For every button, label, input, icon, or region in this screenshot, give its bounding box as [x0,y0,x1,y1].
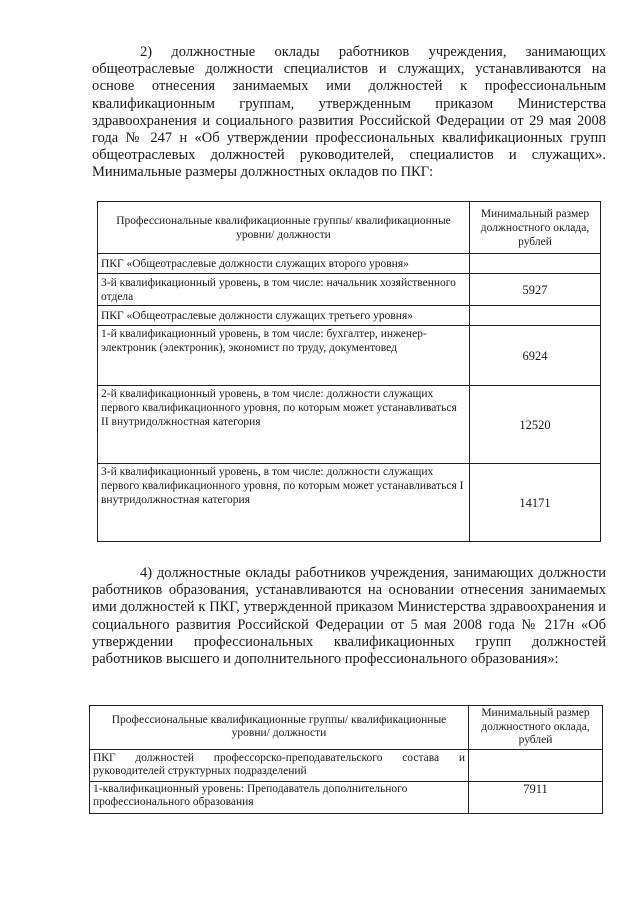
pkg-second-level: ПКГ «Общеотраслевые должности служащих второго уровня» [98,254,470,274]
level-text: 1-квалификационный уровень: Преподаватель дополнительного профессионального образования [90,781,469,813]
empty-cell [469,749,603,781]
salary-table-education-positions [89,705,603,814]
empty-cell [470,306,601,326]
table-header-row [98,202,601,254]
table-row [98,274,601,306]
salary-value: 6924 [470,326,601,386]
salary-value: 5927 [470,274,601,306]
empty-cell [470,254,601,274]
table-row [98,326,601,386]
salary-table-general-positions [97,201,601,542]
table-row [90,749,603,781]
table-row [90,781,603,813]
table-row [98,464,601,542]
level-text: 3-й квалификационный уровень, в том числе: должности служащих первого квалификационного уровня, по которым может устанавливаться I внутридолжностная категория [98,464,470,542]
level-text: 3-й квалификационный уровень, в том числе: начальник хозяйственного отдела [98,274,470,306]
header-groups-levels: Профессиональные квалификационные группы/ квалификационные уровни/ должности [98,202,470,254]
section-4-paragraph: 4) должностные оклады работников учреждения, занимающих должности работников образования, устанавливаются на основании отнесения занимаемых ими должностей к ПКГ, утвержденной приказом Министерства здравоохранения и социального развития Российской Федерации от 5 мая 2008 года № 217н «Об утверждении профессиональных квалификационных групп должностей работников высшего и дополнительного профессионального образования»: [92,565,606,668]
table-row [98,254,601,274]
pkg-third-level: ПКГ «Общеотраслевые должности служащих третьего уровня» [98,306,470,326]
header-min-salary: Минимальный размер должностного оклада, рублей [469,706,603,750]
header-min-salary: Минимальный размер должностного оклада, рублей [470,202,601,254]
pkg-teaching-staff: ПКГ должностей профессорско-преподавательского состава и руководителей структурных подразделений [90,749,469,781]
salary-value: 14171 [470,464,601,542]
table-row [98,386,601,464]
salary-value: 12520 [470,386,601,464]
level-text: 2-й квалификационный уровень, в том числе: должности служащих первого квалификационного уровня, по которым может устанавливаться II внутридолжностная категория [98,386,470,464]
salary-value: 7911 [469,781,603,813]
table-header-row [90,706,603,750]
table-row [98,306,601,326]
header-groups-levels: Профессиональные квалификационные группы/ квалификационные уровни/ должности [90,706,469,750]
level-text: 1-й квалификационный уровень, в том числе: бухгалтер, инженер-электроник (электроник), экономист по труду, документовед [98,326,470,386]
section-2-paragraph: 2) должностные оклады работников учреждения, занимающих общеотраслевые должности специалистов и служащих, устанавливаются на основе отнесения занимаемых ими должностей к профессиональным квалификационным группам, утвержденным приказом Министерства здравоохранения и социального развития Российской Федерации от 29 мая 2008 года № 247 н «Об утверждении профессиональных квалификационных групп общеотраслевых должностей руководителей, специалистов и служащих». Минимальные размеры должностных окладов по ПКГ: [92,44,606,181]
